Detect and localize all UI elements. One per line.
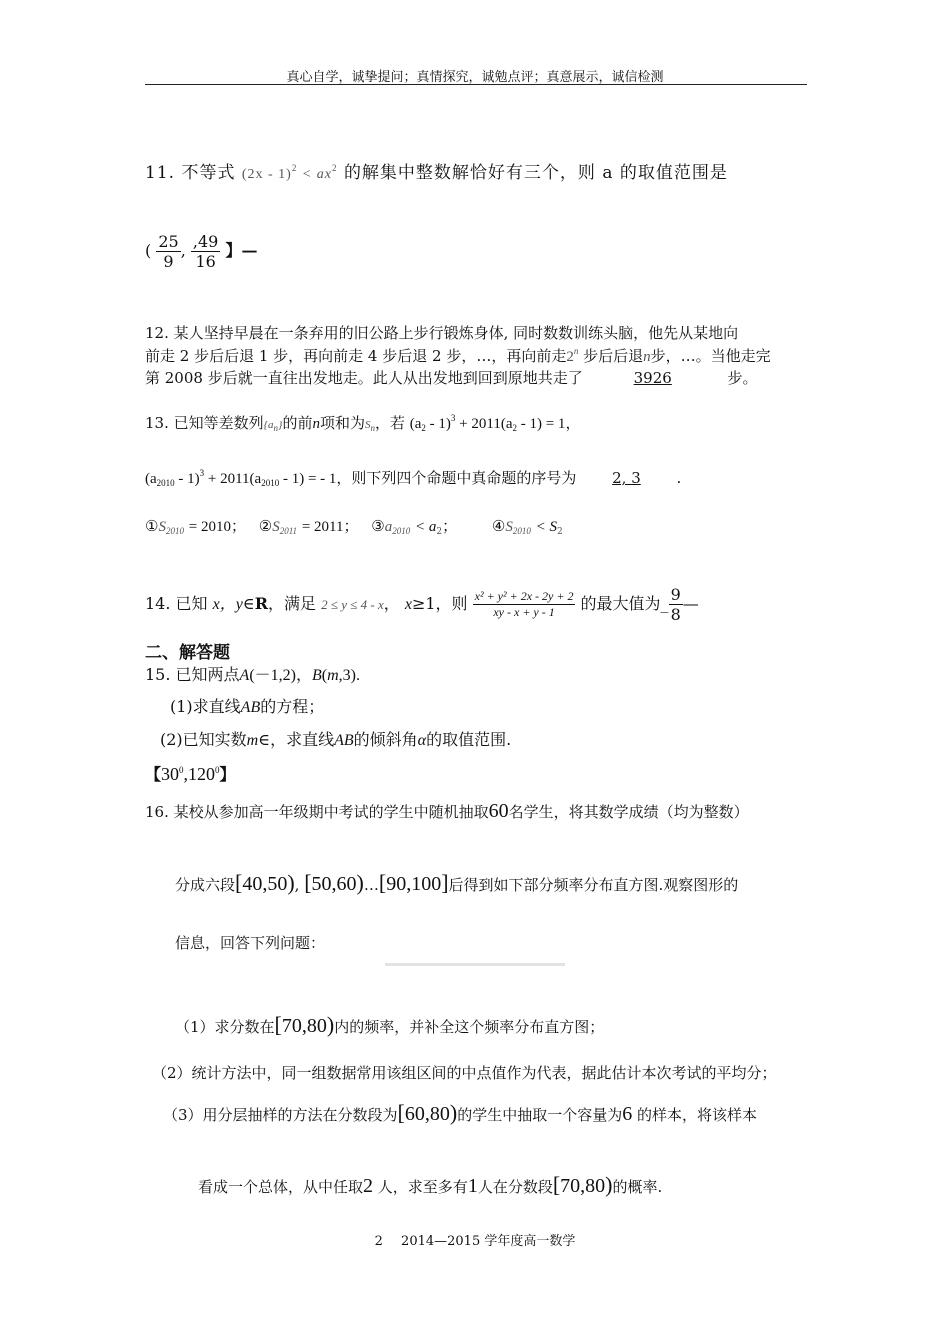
- q15-answer: 【$30^0,120^0$】: [145, 764, 236, 784]
- q13-prop-3: $③a_{2010} < a_2$；: [371, 517, 458, 537]
- interval-70-80: [70,80): [274, 1012, 335, 1037]
- header-rule: [145, 84, 807, 85]
- q13-line-2: $(a_{2010} - 1)^3 + 2011(a_{2010} - 1)$ = - 1，则下列四个命题中真命题的序号为 2, 3 .: [145, 468, 682, 488]
- q11-frac-2: $\frac{,49}{16}$: [192, 232, 219, 271]
- interval-60-80: [60,80): [397, 1100, 458, 1125]
- q13-condition-2: $(a_{2010} - 1)^3 + 2011(a_{2010} - 1)$ = - 1: [145, 468, 337, 488]
- q12-line-2: 前走 2 步后后退 1 步，再向前走 4 步后退 2 步，…，再向前走2$^n$ 步后后退n步，…。当他走完: [145, 346, 771, 365]
- q16-sub-2: （2）统计方法中，同一组数据常用该组区间的中点值作为代表，据此估计本次考试的平均分；: [152, 1064, 777, 1082]
- q11-frac-1: $\frac{25}{9}$: [158, 232, 179, 271]
- q13-prop-1: $①S_{2010} = 2010$；: [145, 517, 246, 536]
- interval-70-80-b: [70,80): [552, 1172, 613, 1197]
- page-number: 2: [374, 1234, 383, 1249]
- interval-40-50: [40,50): [235, 870, 295, 895]
- q12-line-3: 第 2008 步后就一直往出发地走。此人从出发地到回到原地共走了 3926 步。: [145, 369, 758, 387]
- q16-sub-3: （3）用分层抽样的方法在分数段为[60,80)的学生中抽取一个容量为6 的样本，将该样本: [163, 1100, 758, 1125]
- q16-line-3: 信息，回答下列问题：: [175, 934, 326, 952]
- histogram-image-placeholder: [385, 963, 565, 966]
- q11-text-a: 不等式: [181, 163, 236, 183]
- question-14: 14. 已知 x，y∈R，满足 2 ≤ y ≤ 4 - x， x≥1，则 $\frac{\text{x² + y² + 2x - 2y + 2}}{xy - x + y - 1}$ 的最大值为_ $\frac{9}{8}$ —: [145, 585, 699, 624]
- q15-stem: 15. 已知两点A(－1,2)，B(m,3).: [145, 665, 360, 684]
- q14-answer-frac: $\frac{9}{8}$: [670, 585, 681, 624]
- q13-propositions: [145, 515, 563, 537]
- page-footer: [0, 1230, 950, 1249]
- q16-sub-3-cont: 看成一个总体，从中任取2 人，求至多有1人在分数段[70,80)的概率.: [198, 1172, 663, 1197]
- q15-part-2: (2)已知实数m∈，求直线AB的倾斜角α的取值范围.: [160, 730, 512, 749]
- q13-condition-1: $(a_2 - 1)^3 + 2011(a_2 - 1) = 1$: [409, 413, 566, 433]
- q12-line-1: 12. 某人坚持早晨在一条弃用的旧公路上步行锻炼身体, 同时数数训练头脑，他先从某地向: [145, 324, 739, 342]
- q16-line-1: 16. 某校从参加高一年级期中考试的学生中随机抽取60名学生，将其数学成绩（均为整数）: [145, 800, 749, 822]
- q11-answer: ( $\frac{25}{9}$ , $\frac{,49}{16}$ 】—: [145, 232, 258, 271]
- footer-title: 2014—2015 学年度高一数学: [401, 1234, 576, 1249]
- q13-prop-2: $②S_{2011} = 2011$；: [258, 517, 359, 536]
- q15-part-1: (1)求直线AB的方程；: [170, 697, 325, 716]
- q11-number: 11.: [145, 163, 176, 183]
- q16-sub-1: （1）求分数在[70,80)内的频率，并补全这个频率分布直方图；: [175, 1012, 605, 1037]
- question-11: [145, 158, 728, 183]
- q12-answer-blank: 3926: [633, 369, 672, 387]
- section-title: 二、解答题: [145, 643, 230, 663]
- q13-answer-blank: 2, 3: [612, 469, 641, 487]
- page-header-motto: 真心自学，诚挚提问；真情探究，诚勉点评；真意展示，诚信检测: [286, 70, 664, 85]
- q13-prop-4: $④S_{2010} < S_2$: [491, 517, 563, 537]
- q14-fraction: $\frac{\text{x² + y² + 2x - 2y + 2}}{xy - x + y - 1}$: [474, 589, 574, 619]
- interval-50-60: [50,60): [304, 870, 364, 895]
- q11-formula: $(2x - 1)^2 < ax^2$: [241, 163, 338, 182]
- q13-line-1: 13. 已知等差数列$\{a_n\}$的前n项和为$S_n$，若 $(a_2 - 1)^3 + 2011(a_2 - 1) = 1$，: [145, 413, 581, 433]
- q11-text-b: 的解集中整数解恰好有三个，则 a 的取值范围是: [343, 163, 728, 183]
- interval-90-100: [90,100]: [378, 870, 449, 895]
- q16-line-2: 分成六段[40,50), [50,60)…[90,100]后得到如下部分频率分布直方图.观察图形的: [175, 870, 739, 895]
